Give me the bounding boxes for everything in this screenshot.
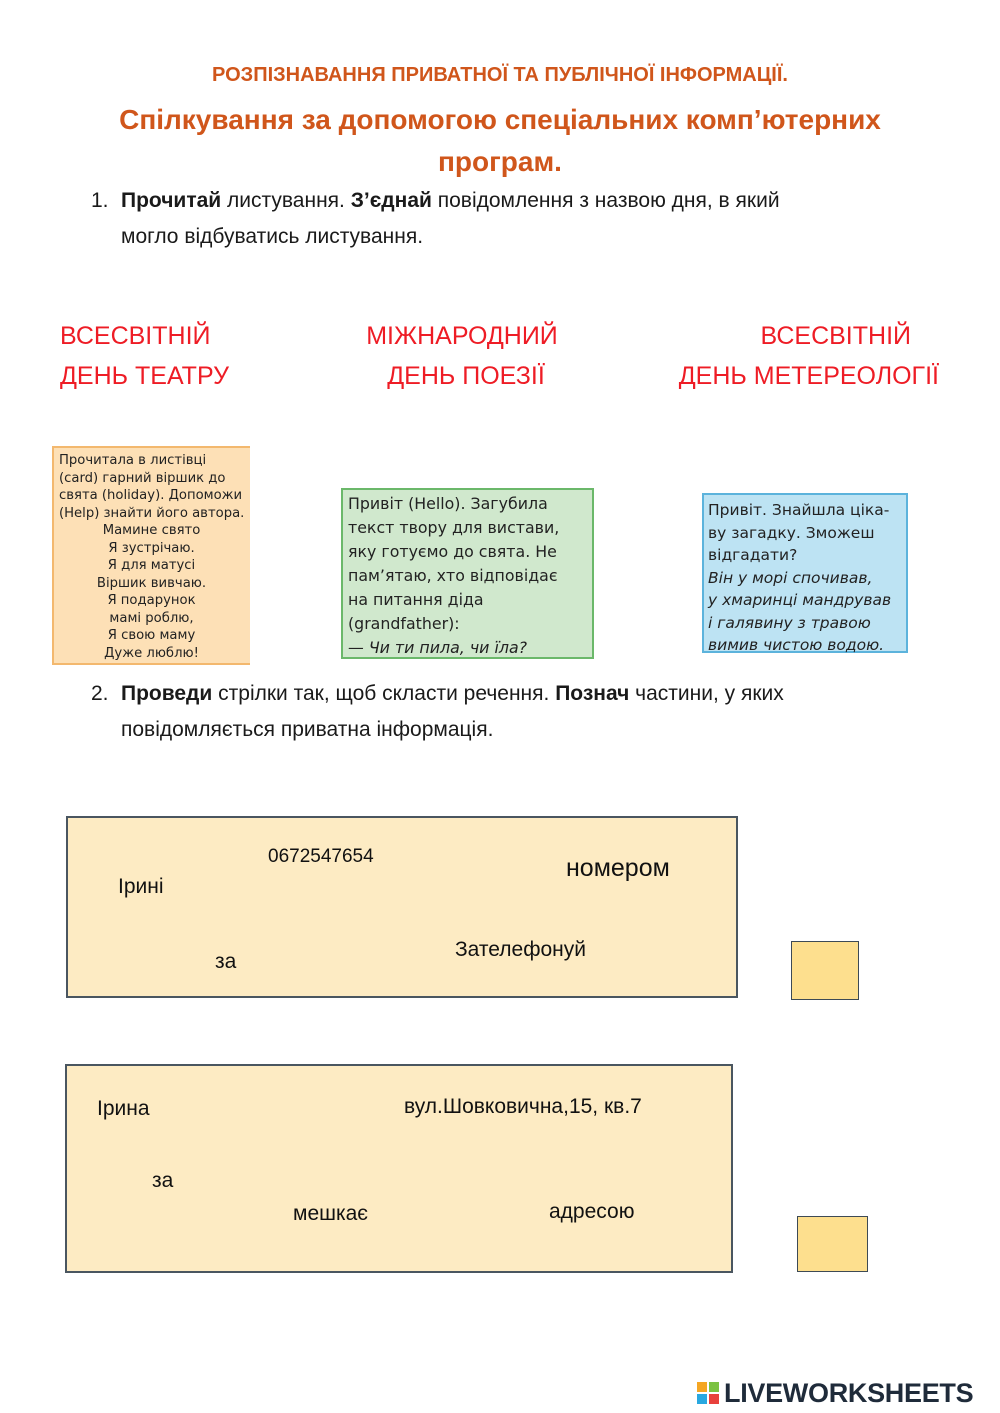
task-1 <box>91 183 951 255</box>
task-2-text: Проведи стрілки так, щоб скласти речення. Познач частини, у яких <box>121 682 784 705</box>
sentence-box-1 <box>66 816 738 998</box>
word-iryna[interactable]: Ірина <box>97 1097 150 1120</box>
task-1-text: Прочитай листування. З’єднай повідомлення з назвою дня, в який <box>121 189 780 212</box>
liveworksheets-logo-icon <box>697 1382 721 1406</box>
private-info-checkbox-1[interactable] <box>791 941 859 1000</box>
task-1-verb-read: Прочитай <box>121 189 222 212</box>
task-1-number: 1. <box>91 189 109 212</box>
word-adresoiu[interactable]: адресою <box>549 1200 635 1223</box>
page-subtitle: РОЗПІЗНАВАННЯ ПРИВАТНОЇ ТА ПУБЛІЧНОЇ ІНФОРМАЦІЇ. <box>212 64 788 86</box>
word-nomerom[interactable]: номером <box>566 854 670 882</box>
message-card-play[interactable]: Привіт (Hello). Загубила текст твору для вистави, яку готуємо до свята. Не пам’ятаю, хто відповідає на питання діда (grandfather): — Чи ти пила, чи їла? <box>341 488 594 659</box>
message-card-riddle[interactable]: Привіт. Знайшла ціка- ву загадку. Зможеш відгадати? Він у морі спочивав, у хмаринці мандрував і галявину з травою вимив чистою водою. <box>702 493 908 653</box>
task-2-number: 2. <box>91 682 109 705</box>
word-irini[interactable]: Ірині <box>118 875 164 898</box>
message-card-poem[interactable]: Прочитала в листівці (card) гарний віршик до свята (holiday). Допоможи (Help) знайти його автора. Мамине свято Я зустрічаю. Я для матусі Віршик вивчаю. Я подарунок мамі роблю, Я свою маму Дуже люблю! <box>52 446 250 665</box>
word-address[interactable]: вул.Шовковична,15, кв.7 <box>404 1095 642 1118</box>
private-info-checkbox-2[interactable] <box>797 1216 868 1272</box>
task-2-verb-draw: Проведи <box>121 682 213 705</box>
task-2-verb-mark: Познач <box>555 682 630 705</box>
day-label-meteorology[interactable]: ВСЕСВІТНІЙ ДЕНЬ МЕТЕРЕОЛОГІЇ <box>678 322 939 390</box>
word-za-1[interactable]: за <box>215 950 237 973</box>
liveworksheets-brand: LIVEWORKSHEETS <box>724 1378 974 1408</box>
task-2-text-line2: повідомляється приватна інформація. <box>121 718 494 741</box>
day-label-theatre[interactable]: ВСЕСВІТНІЙ ДЕНЬ ТЕАТРУ <box>60 322 229 390</box>
word-meshkaie[interactable]: мешкає <box>293 1202 369 1225</box>
task-2 <box>91 676 951 748</box>
day-label-poetry[interactable]: МІЖНАРОДНИЙ ДЕНЬ ПОЕЗІЇ <box>366 322 558 390</box>
task-1-verb-connect: З’єднай <box>350 189 432 212</box>
word-za-2[interactable]: за <box>152 1169 174 1192</box>
page-title: Спілкування за допомогою спеціальних комп’ютерних програм. <box>119 104 881 177</box>
task-1-text-line2: могло відбуватись листування. <box>121 225 424 248</box>
word-zatelefonui[interactable]: Зателефонуй <box>455 938 586 961</box>
word-phone-number[interactable]: 0672547654 <box>268 846 374 867</box>
